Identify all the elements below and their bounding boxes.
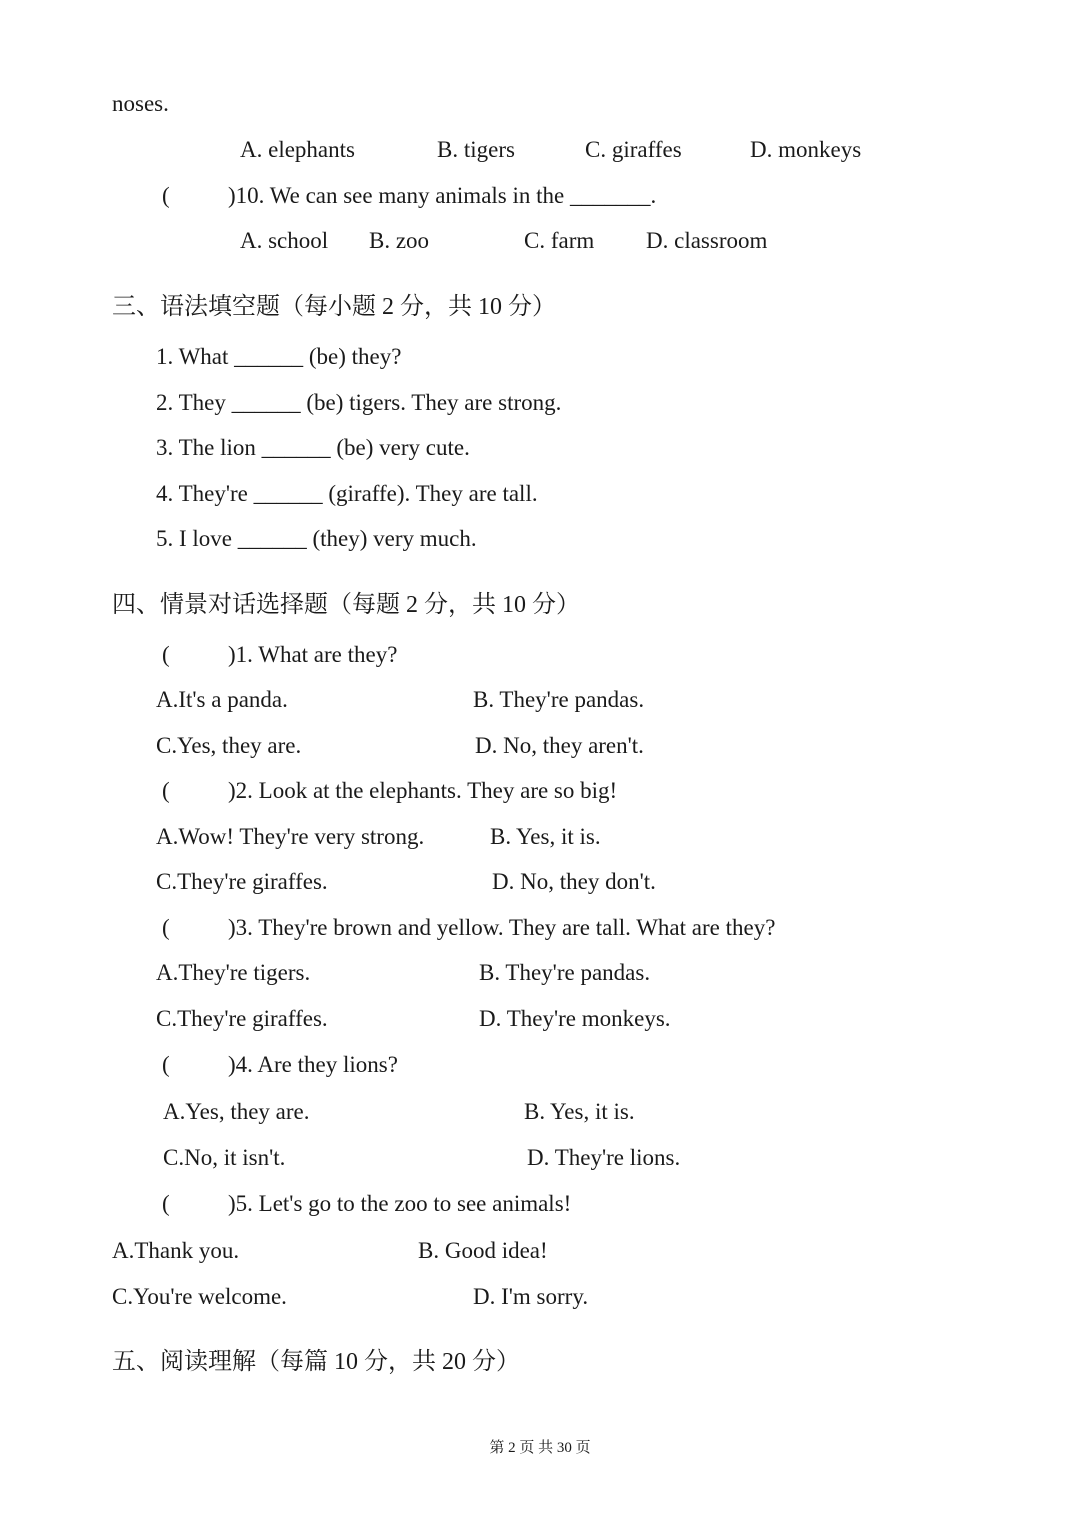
s4-q5-option-a: A.Thank you. xyxy=(112,1238,240,1263)
section3-item-1: 1. What ______ (be) they? xyxy=(156,344,402,369)
q10-option-d: D. classroom xyxy=(646,228,768,253)
s4-q3-option-d: D. They're monkeys. xyxy=(479,1006,671,1031)
q10-option-b: B. zoo xyxy=(369,228,430,253)
s4-q1-stem: )1. What are they? xyxy=(228,642,398,667)
s4-q1-option-c: C.Yes, they are. xyxy=(156,733,302,758)
s4-q1-option-a: A.It's a panda. xyxy=(156,687,288,712)
q9-option-b: B. tigers xyxy=(437,137,515,162)
s4-q2-option-b: B. Yes, it is. xyxy=(490,824,601,849)
s4-q1-option-d: D. No, they aren't. xyxy=(475,733,644,758)
s4-q4-option-d: D. They're lions. xyxy=(527,1145,681,1170)
section3-title: 三、语法填空题（每小题 2 分，共 10 分） xyxy=(112,294,556,320)
s4-q2-stem: )2. Look at the elephants. They are so big! xyxy=(228,778,618,803)
s4-q3-stem: )3. They're brown and yellow. They are tall. What are they? xyxy=(228,915,776,940)
q9-stem-tail: noses. xyxy=(112,91,169,116)
s4-q5-option-b: B. Good idea! xyxy=(418,1238,548,1263)
s4-q4-stem: )4. Are they lions? xyxy=(228,1052,398,1077)
s4-q2-answer-paren: ( xyxy=(162,778,170,803)
s4-q4-option-c: C.No, it isn't. xyxy=(163,1145,286,1170)
s4-q2-option-d: D. No, they don't. xyxy=(492,869,656,894)
s4-q5-answer-paren: ( xyxy=(162,1191,170,1216)
s4-q4-option-a: A.Yes, they are. xyxy=(163,1099,310,1124)
s4-q2-option-c: C.They're giraffes. xyxy=(156,869,328,894)
q9-option-c: C. giraffes xyxy=(585,137,682,162)
section3-item-2: 2. They ______ (be) tigers. They are strong. xyxy=(156,390,562,415)
q10-answer-paren: ( xyxy=(162,183,170,208)
s4-q1-answer-paren: ( xyxy=(162,642,170,667)
s4-q3-option-b: B. They're pandas. xyxy=(479,960,651,985)
q9-option-d: D. monkeys xyxy=(750,137,862,162)
section3-item-3: 3. The lion ______ (be) very cute. xyxy=(156,435,470,460)
q9-option-a: A. elephants xyxy=(240,137,355,162)
section3-item-5: 5. I love ______ (they) very much. xyxy=(156,526,477,551)
s4-q3-answer-paren: ( xyxy=(162,915,170,940)
section5-title: 五、阅读理解（每篇 10 分，共 20 分） xyxy=(112,1349,520,1375)
s4-q3-option-c: C.They're giraffes. xyxy=(156,1006,328,1031)
s4-q5-option-c: C.You're welcome. xyxy=(112,1284,287,1309)
s4-q4-option-b: B. Yes, it is. xyxy=(524,1099,635,1124)
s4-q1-option-b: B. They're pandas. xyxy=(473,687,645,712)
q10-option-c: C. farm xyxy=(524,228,595,253)
s4-q2-option-a: A.Wow! They're very strong. xyxy=(156,824,425,849)
s4-q5-stem: )5. Let's go to the zoo to see animals! xyxy=(228,1191,572,1216)
s4-q3-option-a: A.They're tigers. xyxy=(156,960,311,985)
section3-item-4: 4. They're ______ (giraffe). They are tall. xyxy=(156,481,538,506)
page-number-footer: 第 2 页 共 30 页 xyxy=(489,1440,591,1456)
q10-stem: )10. We can see many animals in the _______. xyxy=(228,183,657,208)
s4-q5-option-d: D. I'm sorry. xyxy=(473,1284,589,1309)
s4-q4-answer-paren: ( xyxy=(162,1052,170,1077)
q10-option-a: A. school xyxy=(240,228,329,253)
section4-title: 四、情景对话选择题（每题 2 分，共 10 分） xyxy=(112,592,580,618)
